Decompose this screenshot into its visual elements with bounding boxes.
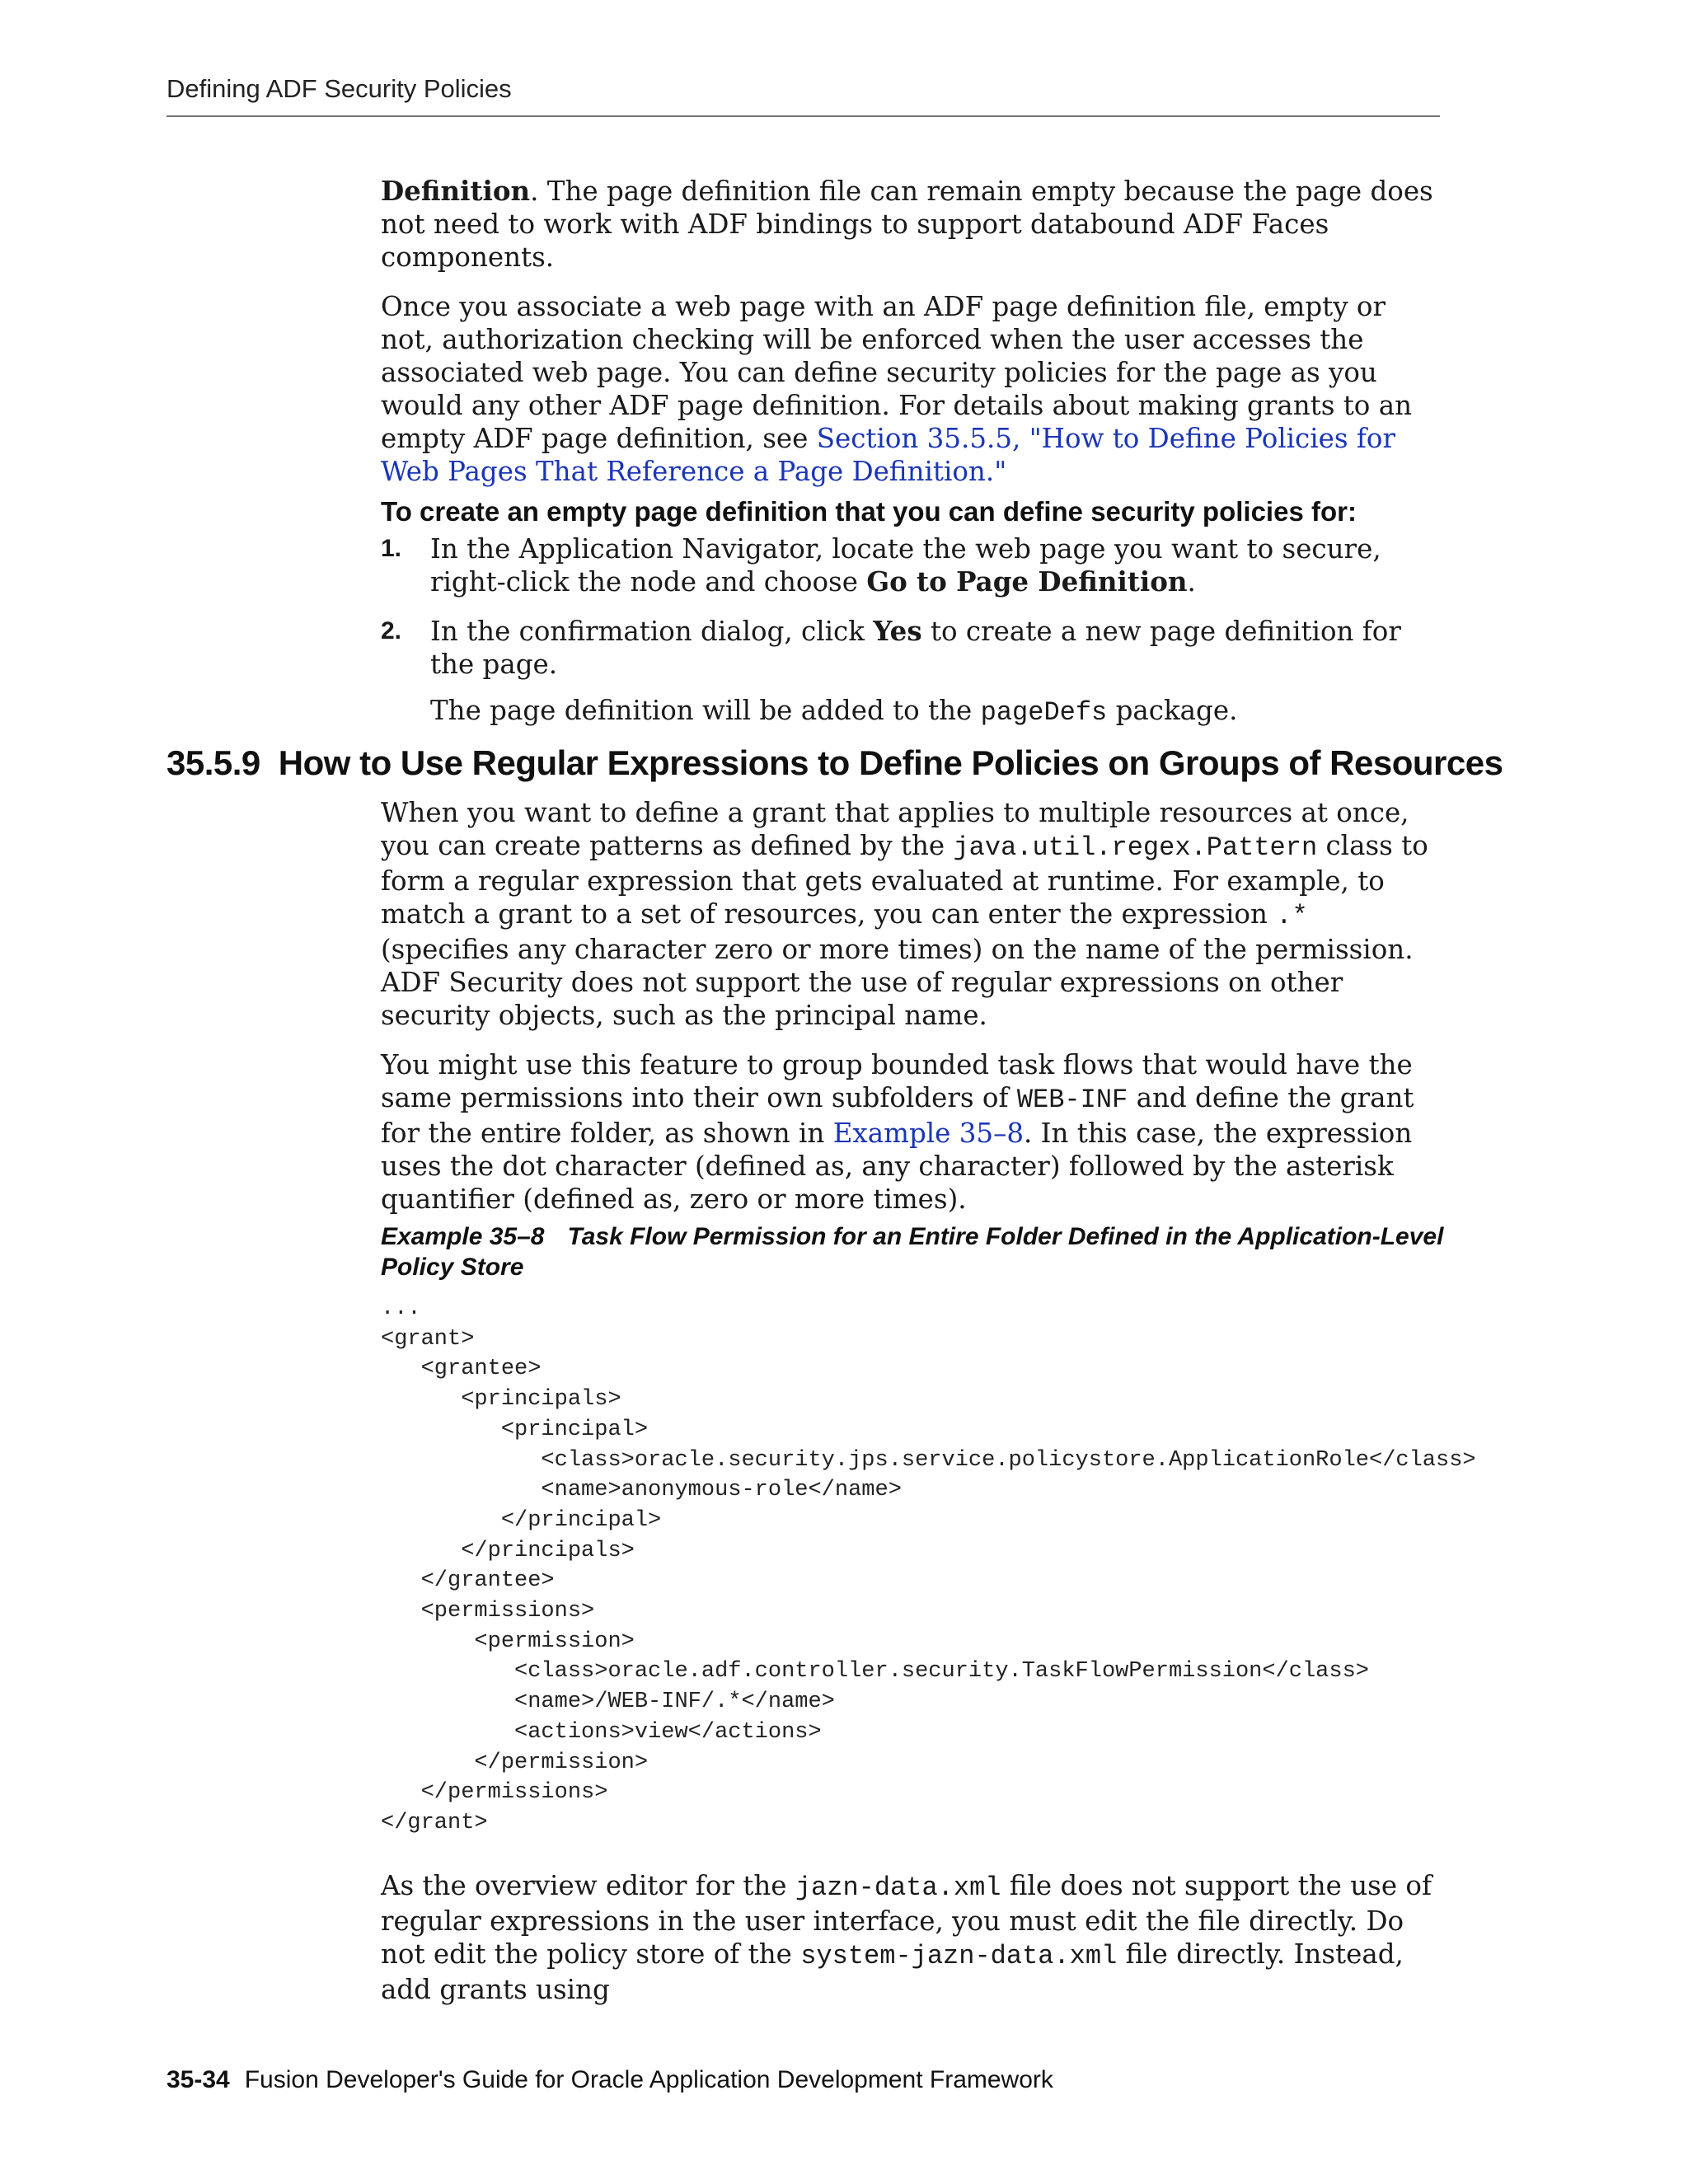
section-heading [166,743,1503,783]
example-title: Task Flow Permission for an Entire Folder Defined in the Application-Level Policy Store [381,1223,1444,1281]
inline-code: system-jazn-data.xml [800,1941,1118,1971]
example-label: Example 35–8 [381,1223,545,1250]
inline-code: .* [1276,901,1308,931]
step-text: In the Application Navigator, locate the web page you want to secure, right-click the node and choose [430,533,1381,598]
text: file directly. Instead, add grants using [381,1938,1404,2005]
section-35-5-5-link[interactable]: Section 35.5.5, "How to Define Policies for Web Pages That Reference a Page Definition." [381,423,1396,487]
step-number: 2. [381,617,402,644]
text: and define the grant for the entire folder, as shown in [381,1082,1414,1149]
text: . In this case, the expression uses the dot character (defined as, any character) followed by the asterisk quantifier (defined as, zero or more times). [381,1118,1413,1215]
intro-paragraph-1 [381,175,1444,274]
example-35-8-link[interactable]: Example 35–8 [832,1118,1024,1149]
step-bold: Go to Page Definition [866,565,1188,598]
section-paragraph-2 [381,1048,1444,1216]
inline-code: WEB-INF [1016,1085,1128,1115]
note-code: pageDefs [980,697,1108,728]
inline-code: java.util.regex.Pattern [953,832,1318,863]
text: As the overview editor for the [381,1870,795,1901]
intro-block [381,175,1444,504]
header-rule [166,115,1440,117]
intro-p1-text: . The page definition file can remain empty because the page does not need to work with ADF bindings to support databound ADF Faces components. [381,176,1433,273]
procedure-steps [381,532,1444,729]
procedure-title: To create an empty page definition that you can define security policies for: [381,496,1357,527]
section-number: 35.5.9 [166,743,260,782]
procedure-step [381,615,1444,681]
note-text-end: package. [1107,695,1238,726]
step-number: 1. [381,535,402,562]
text: file does not support the use of regular expressions in the user interface, you must edit the file directly. Do not edit the policy store of the [381,1870,1432,1970]
example-caption [381,1221,1452,1282]
intro-p2-text: Once you associate a web page with an ADF page definition file, empty or not, authorization checking will be enforced when the user accesses the associated web page. You can define security policies for the page as you would any other ADF page definition. For details about making grants to an empty ADF page definition, see [381,291,1412,454]
section-title: How to Use Regular Expressions to Define Policies on Groups of Resources [278,743,1503,782]
intro-bold-term: Definition [381,175,531,207]
page-footer [166,2066,1053,2094]
note-text: The page definition will be added to the [430,695,981,726]
section-paragraph-1 [381,796,1444,1032]
section-body [381,796,1444,1232]
step-bold: Yes [873,615,922,647]
text: (specifies any character zero or more times) on the name of the permission. ADF Security does not support the use of regular expressions on other security objects, such as the principal name. [381,934,1414,1031]
running-header: Defining ADF Security Policies [166,74,512,103]
page-number: 35-34 [166,2066,230,2093]
step-note [381,694,1444,729]
text: When you want to define a grant that applies to multiple resources at once, you can create patterns as defined by the [381,797,1409,861]
closing-block [381,1869,1444,2022]
book-title: Fusion Developer's Guide for Oracle Application Development Framework [244,2066,1053,2093]
inline-code: jazn-data.xml [795,1872,1001,1903]
intro-paragraph-2 [381,290,1444,488]
step-text-end: . [1187,566,1196,598]
text: class to form a regular expression that gets evaluated at runtime. For example, to match a grant to a set of resources, you can enter the expression [381,830,1428,930]
text: You might use this feature to group bounded task flows that would have the same permissions into their own subfolders of [381,1049,1413,1113]
step-text: In the confirmation dialog, click [430,616,874,647]
code-block: ... <grant> <grantee> <principals> <principal> <class>oracle.security.jps.service.policystore.ApplicationRole</class> <name>anonymous-role</name> </principal> </principals> </grantee> <permissions> <permission> <class>oracle.adf.controller.security.TaskFlowPermission</class> <name>/WEB-INF/.*</name> <actions>view</actions> </permission> </permissions> </grant> [381,1296,1476,1835]
closing-paragraph [381,1869,1444,2006]
step-text-end: to create a new page definition for the page. [430,616,1401,680]
procedure-step [381,532,1444,598]
